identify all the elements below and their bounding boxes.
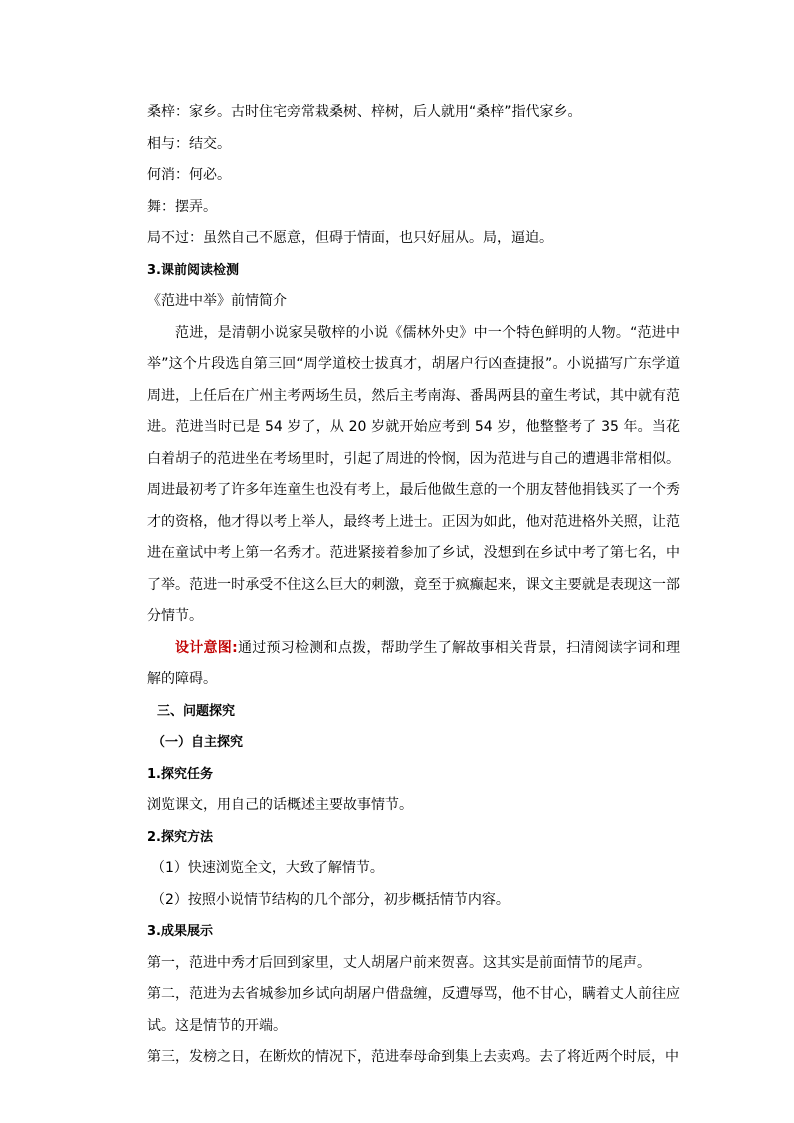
result-item-1: 第一，范进中秀才后回到家里，丈人胡屠户前来贺喜。这其实是前面情节的尾声。 — [147, 954, 651, 971]
glossary-jubuguo: 局不过：虽然自己不愿意，但碍于情面，也只好屈从。局，逼迫。 — [147, 230, 553, 246]
section-heading: 三、问题探究 — [157, 703, 236, 719]
task-text: 浏览课文，用自己的话概述主要故事情节。 — [147, 797, 413, 813]
glossary-xiangyu: 相与：结交。 — [147, 135, 231, 152]
pre-reading-heading: 3.课前阅读检测 — [147, 262, 239, 278]
glossary-hexiao: 何消：何必。 — [147, 167, 231, 183]
method-heading: 2.探究方法 — [147, 829, 213, 845]
result-item-2: 第二，范进为去省城参加乡试向胡屠户借盘缠，反遭辱骂，他不甘心，瞒着丈人前往应试。这是情节的开端。 — [147, 986, 680, 1034]
design-intent-label: 设计意图: — [175, 639, 238, 656]
pre-reading-subtitle: 《范进中举》前情简介 — [147, 293, 287, 309]
glossary-wu: 舞：摆弄。 — [147, 198, 217, 215]
design-intent — [147, 633, 680, 696]
results-heading: 3.成果展示 — [147, 924, 213, 939]
subsection-heading: （一）自主探究 — [152, 735, 244, 750]
page-content — [147, 97, 680, 1074]
pre-reading-paragraph: 范进，是清朝小说家吴敬梓的小说《儒林外史》中一个特色鲜明的人物。“范进中举”这个片段选自第三回“周学道校士拔真才，胡屠户行凶查捷报”。小说描写广东学道周进，上任后在广州主考两场生员，然后主考南海、番禺两县的童生考试，其中就有范进。范进当时已是 54 岁了，从 20 岁就开始应考到 54 岁，他整整考了 35 年。当花白着胡子的范进坐在考场里时，引起了周进的怜悯，因为范进与自己的遭遇非常相似。周进最初考了许多年连童生也没有考上，最后他做生意的一个朋友替他捐钱买了一个秀才的资格，他才得以考上举人，最终考上进士。正因为如此，他对范进格外关照，让范进在童试中考上第一名秀才。范进紧接着参加了乡试，没想到在乡试中考了第七名，中了举。范进一时承受不住这么巨大的刺激，竟至于疯癫起来，课文主要就是表现这一部分情节。 — [147, 324, 680, 624]
method-item-1: （1）快速浏览全文，大致了解情节。 — [151, 860, 384, 876]
glossary-sangzi: 桑梓：家乡。古时住宅旁常栽桑树、梓树，后人就用“桑梓”指代家乡。 — [147, 104, 582, 120]
result-item-3: 第三，发榜之日，在断炊的情况下，范进奉母命到集上去卖鸡。去了将近两个时辰，中 — [147, 1049, 679, 1065]
task-heading: 1.探究任务 — [147, 766, 213, 782]
method-item-2: （2）按照小说情节结构的几个部分，初步概括情节内容。 — [151, 891, 510, 908]
design-intent-text: 通过预习检测和点拨，帮助学生了解故事相关背景，扫清阅读字词和理解的障碍。 — [147, 639, 680, 687]
